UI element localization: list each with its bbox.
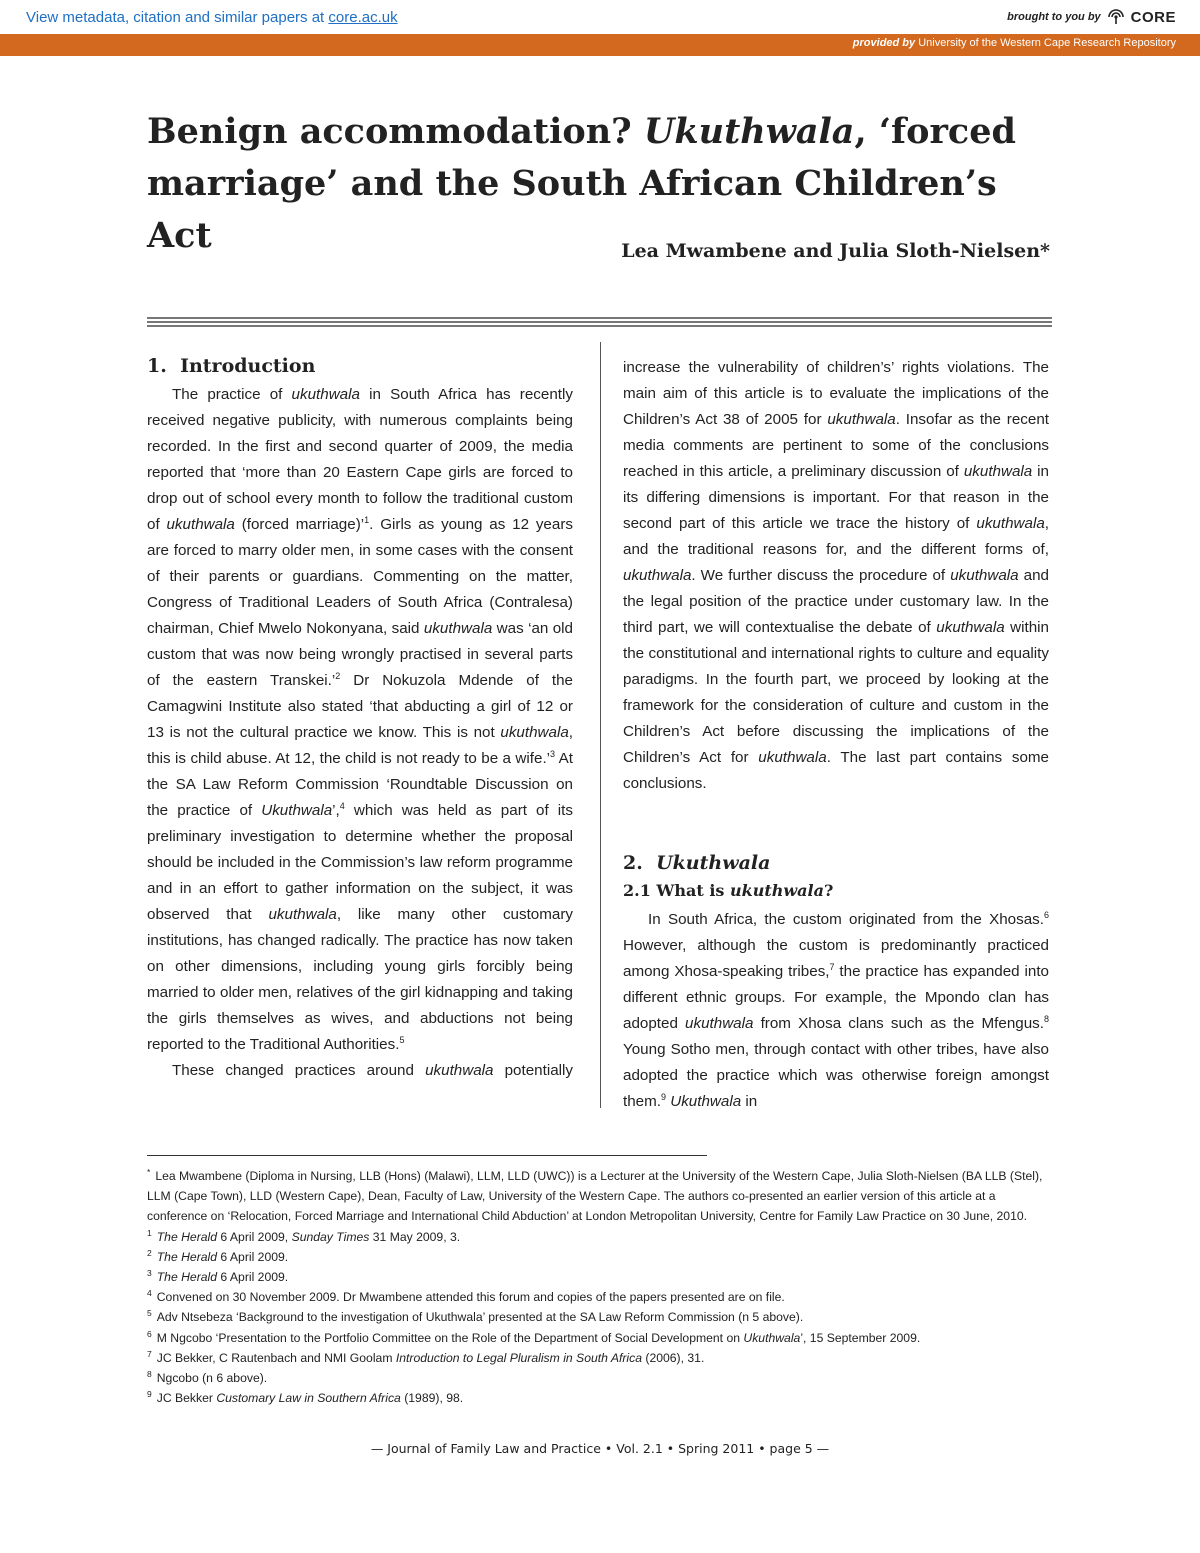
section-number: 1. <box>147 355 167 377</box>
title-divider-top <box>147 317 1052 319</box>
core-link-domain[interactable]: core.ac.uk <box>328 9 398 26</box>
italic-term: Ukuthwala <box>743 1330 801 1345</box>
italic-term: ukuthwala <box>976 515 1045 532</box>
footnote-marker: 8 <box>147 1368 152 1379</box>
core-logo-icon <box>1107 8 1125 26</box>
section-number: 2. <box>623 852 643 874</box>
footnote: $^3$ The Herald 6 April 2009. <box>147 1267 289 1285</box>
footnote-ref: 2 <box>335 670 341 681</box>
italic-term: ukuthwala <box>936 619 1005 636</box>
footnote: $^2$ The Herald 6 April 2009. <box>147 1247 289 1264</box>
section-heading-ukuthwala <box>623 849 1049 877</box>
footnote-ref: 1 <box>364 514 370 525</box>
intro-paragraph-2-continued <box>623 355 1049 823</box>
column-divider <box>600 342 601 1108</box>
italic-term: Ukuthwala <box>670 1093 742 1110</box>
italic-term: Introduction to Legal Pluralism in South Africa <box>395 1350 642 1365</box>
core-banner <box>0 0 1200 34</box>
subsection-heading-what-is <box>623 879 1049 903</box>
italic-term: The Herald <box>156 1229 218 1244</box>
section2-paragraph-1: In South Africa, the custom originated from the Xhosas.$^6$ However, although the custom is predominantly practiced among Xhosa-speaking tribes,$^7$ the practice has expanded into different ethnic groups. For example, the Mpondo clan has adopted ukuthwala from Xhosa clans such as the Mfengus.$^8$ Young Sotho men, through contact with other tribes, have also adopted the practice which was otherwise foreign amongst them.$^9$ Ukuthwala in <box>623 909 1049 1110</box>
provider-text[interactable] <box>853 37 1176 49</box>
subsection-italic: ukuthwala <box>730 881 824 900</box>
footnote: $^1$ The Herald 6 April 2009, Sunday Times 31 May 2009, 3. <box>147 1227 461 1244</box>
section-title: Introduction <box>180 355 316 377</box>
italic-term: ukuthwala <box>758 749 827 766</box>
right-column <box>623 355 1049 1115</box>
provided-by-label: provided by <box>852 37 916 49</box>
footnote-ref: 5 <box>399 1034 405 1045</box>
title-divider-middle <box>147 321 1052 323</box>
footnote-marker: 1 <box>147 1227 152 1238</box>
footnote-ref: 3 <box>550 748 556 759</box>
core-link-prefix: View metadata, citation and similar papers at <box>26 9 325 26</box>
footnote: $^5$ Adv Ntsebeza ‘Background to the investigation of Ukuthwala’ presented at the SA Law Reform Commission (n 5 above). <box>147 1308 804 1325</box>
footnote-marker: 9 <box>147 1389 152 1400</box>
footnote-ref: 4 <box>339 800 345 811</box>
page-footer: — Journal of Family Law and Practice • Vol. 2.1 • Spring 2011 • page 5 — <box>370 1441 830 1456</box>
footnote: $^9$ JC Bekker Customary Law in Southern Africa (1989), 98. <box>147 1389 464 1406</box>
section-title: Ukuthwala <box>656 852 771 874</box>
title-part2: , ‘forced marriage’ and the South African Children’s Act <box>147 111 1016 256</box>
intro-paragraph-1: The practice of ukuthwala in South Africa has recently received negative publicity, with numerous complaints being recorded. In the first and second quarter of 2009, the media reported that ‘more than 20 Eastern Cape girls are forced to drop out of school every month to follow the traditional custom of ukuthwala (forced marriage)’$^1$. Girls as young as 12 years are forced to marry older men, in some cases with the consent of their parents or guardians. Commenting on the matter, Congress of Traditional Leaders of South Africa (Contralesa) chairman, Chief Mwelo Nokonyana, said ukuthwala was ‘an old custom that was now being wrongly practised in several parts of the eastern Transkei.’$^2$ Dr Nokuzola Mdende of the Camagwini Institute also stated ‘that abducting a girl of 12 or 13 is not the cultural practice we know. This is not ukuthwala, this is child abuse. At 12, the child is not ready to be a wife.’$^3$ At the SA Law Reform Commission ‘Roundtable Discussion on the practice of Ukuthwala’,$^4$ which was held as part of its preliminary investigation to determine whether the proposal should be included in the Commission’s law reform programme and in an effort to gather information on the subject, it was observed that ukuthwala, like many other customary institutions, has changed radically. The practice has now taken on other dimensions, including young girls forcibly being married to older men, relatives of the girl kidnapping and taking the girls themselves as wives, and abductions not being reported to the Traditional Authorities.$^5$ <box>147 386 573 1053</box>
italic-term: ukuthwala <box>268 906 337 923</box>
article-title <box>147 106 1067 262</box>
core-metadata-link[interactable] <box>26 9 398 26</box>
footnote: $^4$ Convened on 30 November 2009. Dr Mwambene attended this forum and copies of the papers presented are on file. <box>147 1288 785 1305</box>
italic-term: ukuthwala <box>685 1015 754 1032</box>
footnote-marker: * <box>147 1166 151 1177</box>
italic-term: Customary Law in Southern Africa <box>216 1391 401 1406</box>
paragraph-2-flow: increase the vulnerability of children’s’ rights violations. The main aim of this article is to evaluate the implications of the Children’s Act 38 of 2005 for ukuthwala. Insofar as the recent media comments are pertinent to some of the conclusions reached in this article, a preliminary discussion of ukuthwala in its differing dimensions is important. For that reason in the second part of this article we trace the history of ukuthwala, and the traditional reasons for, and the different forms of, ukuthwala. We further discuss the procedure of ukuthwala and the legal position of the practice under customary law. In the third part, we will contextualise the debate of ukuthwala within the constitutional and international rights to culture and equality paradigms. In the fourth part, we proceed by looking at the framework for the consideration of culture and custom in the Children’s Act before discussing the implications of the Children’s Act for ukuthwala. The last part contains some conclusions. <box>623 359 1049 792</box>
provider-bar <box>0 34 1200 56</box>
brought-by-label: brought to you by <box>1007 11 1101 23</box>
footnote-marker: 2 <box>147 1247 152 1258</box>
italic-term: The Herald <box>156 1270 218 1285</box>
footnote: $^8$ Ngcobo (n 6 above). <box>147 1368 268 1386</box>
footnote: $^7$ JC Bekker, C Rautenbach and NMI Goolam Introduction to Legal Pluralism in South Africa (2006), 31. <box>147 1348 705 1365</box>
italic-term: ukuthwala <box>623 567 692 584</box>
core-brand[interactable] <box>1007 8 1176 26</box>
italic-term: The Herald <box>156 1249 218 1264</box>
footnote: $^6$ M Ngcobo ‘Presentation to the Portfolio Committee on the Role of the Department of Social Development on Ukuthwala’, 15 September 2009. <box>147 1328 921 1345</box>
subsection-end: ? <box>823 881 834 900</box>
italic-term: ukuthwala <box>950 567 1019 584</box>
italic-term: ukuthwala <box>500 724 569 741</box>
subsection-label: 2.1 What is <box>623 881 725 900</box>
title-part1: Benign accommodation? <box>147 111 632 152</box>
footnotes <box>147 1166 1052 1408</box>
footnote-marker: 7 <box>147 1348 152 1359</box>
title-italic: Ukuthwala <box>643 111 855 152</box>
footnote-marker: 4 <box>147 1288 152 1299</box>
footnote-ref: 7 <box>829 961 835 972</box>
footnote-marker: 6 <box>147 1328 152 1339</box>
footnote-marker: 5 <box>147 1308 152 1319</box>
italic-term: Sunday Times <box>291 1229 370 1244</box>
title-divider-bottom <box>147 325 1052 327</box>
article-authors: Lea Mwambene and Julia Sloth-Nielsen* <box>621 240 1050 262</box>
italic-term: ukuthwala <box>423 620 493 637</box>
italic-term: ukuthwala <box>166 516 235 533</box>
footnote: * Lea Mwambene (Diploma in Nursing, LLB (Hons) (Malawi), LLM, LLD (UWC)) is a Lecturer at the University of the Western Cape, Julia Sloth-Nielsen (BA LLB (Stel), LLM (Cape Town), LLD (Western Cape), Dean, Faculty of Law, University of the Western Cape. The authors co-presented an earlier version of this article at a conference on ‘Relocation, Forced Marriage and International Child Abduction’ at London Metropolitan University, Centre for Family Law Practice on 30 June, 2010. <box>147 1166 1043 1224</box>
footnote-ref: 8 <box>1043 1013 1049 1024</box>
intro-paragraph-2: These changed practices around ukuthwala potentially <box>172 1062 573 1079</box>
italic-term: ukuthwala <box>963 463 1033 480</box>
provider-name: University of the Western Cape Research Repository <box>918 37 1176 49</box>
italic-term: Ukuthwala <box>261 802 333 819</box>
core-brand-name: CORE <box>1130 8 1176 26</box>
italic-term: ukuthwala <box>291 386 360 403</box>
footnote-divider <box>147 1155 707 1156</box>
left-column <box>147 352 573 1084</box>
footnote-ref: 6 <box>1043 909 1049 920</box>
italic-term: ukuthwala <box>425 1062 494 1079</box>
italic-term: ukuthwala <box>827 411 896 428</box>
footnote-ref: 9 <box>660 1091 666 1102</box>
footnote-marker: 3 <box>147 1267 152 1278</box>
section-heading-introduction <box>147 352 573 380</box>
